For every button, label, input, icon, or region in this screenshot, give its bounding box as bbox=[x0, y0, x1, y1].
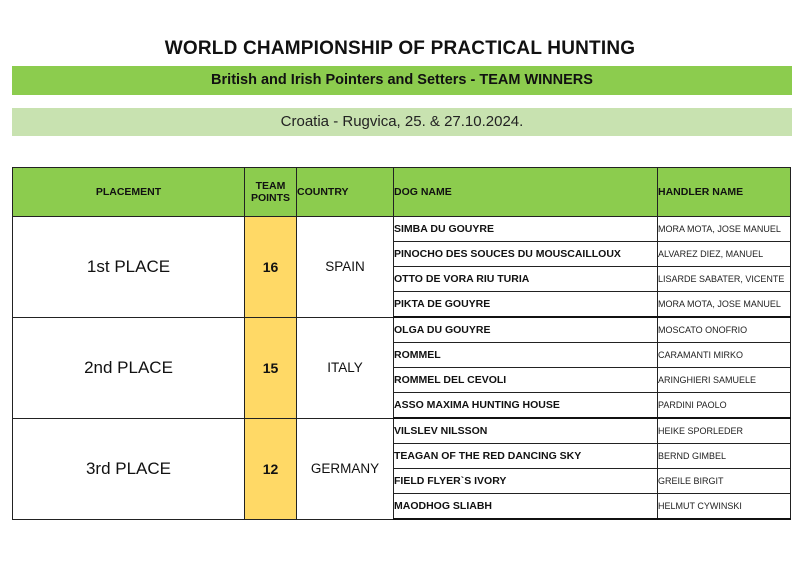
handler-name: GREILE BIRGIT bbox=[658, 469, 791, 494]
team-country: GERMANY bbox=[297, 418, 394, 519]
table-row bbox=[13, 217, 791, 242]
dog-name: VILSLEV NILSSON bbox=[394, 418, 658, 444]
dog-name: TEAGAN OF THE RED DANCING SKY bbox=[394, 444, 658, 469]
team-placement: 3rd PLACE bbox=[13, 418, 245, 519]
team-country: ITALY bbox=[297, 317, 394, 418]
header-team-points-line1: TEAM bbox=[255, 180, 286, 192]
dog-name: MAODHOG SLIABH bbox=[394, 494, 658, 520]
handler-name: HELMUT CYWINSKI bbox=[658, 494, 791, 520]
handler-name: BERND GIMBEL bbox=[658, 444, 791, 469]
dog-name: SIMBA DU GOUYRE bbox=[394, 217, 658, 242]
dog-name: FIELD FLYER`S IVORY bbox=[394, 469, 658, 494]
results-table bbox=[12, 167, 791, 520]
team-placement: 1st PLACE bbox=[13, 217, 245, 318]
handler-name: CARAMANTI MIRKO bbox=[658, 343, 791, 368]
team-points: 15 bbox=[245, 317, 297, 418]
handler-name: ALVAREZ DIEZ, MANUEL bbox=[658, 242, 791, 267]
team-placement: 2nd PLACE bbox=[13, 317, 245, 418]
handler-name: MORA MOTA, JOSE MANUEL bbox=[658, 217, 791, 242]
subtitle-banner: British and Irish Pointers and Setters - TEAM WINNERS bbox=[12, 66, 792, 95]
dog-name: ASSO MAXIMA HUNTING HOUSE bbox=[394, 393, 658, 419]
table-row bbox=[13, 317, 791, 343]
header-team-points-line2: POINTS bbox=[250, 192, 291, 204]
team-country: SPAIN bbox=[297, 217, 394, 318]
header-country: COUNTRY bbox=[297, 168, 394, 217]
table-row bbox=[13, 418, 791, 444]
dog-name: OLGA DU GOUYRE bbox=[394, 317, 658, 343]
handler-name: LISARDE SABATER, VICENTE bbox=[658, 267, 791, 292]
header-row bbox=[13, 168, 791, 217]
page-title: WORLD CHAMPIONSHIP OF PRACTICAL HUNTING bbox=[164, 38, 636, 59]
team-points: 16 bbox=[245, 217, 297, 318]
header-handler-name: HANDLER NAME bbox=[658, 168, 791, 217]
dog-name: PINOCHO DES SOUCES DU MOUSCAILLOUX bbox=[394, 242, 658, 267]
handler-name: MOSCATO ONOFRIO bbox=[658, 317, 791, 343]
handler-name: MORA MOTA, JOSE MANUEL bbox=[658, 292, 791, 318]
dog-name: ROMMEL DEL CEVOLI bbox=[394, 368, 658, 393]
handler-name: PARDINI PAOLO bbox=[658, 393, 791, 419]
dog-name: ROMMEL bbox=[394, 343, 658, 368]
dog-name: OTTO DE VORA RIU TURIA bbox=[394, 267, 658, 292]
team-points: 12 bbox=[245, 418, 297, 519]
header-placement: PLACEMENT bbox=[13, 168, 245, 217]
header-dog-name: DOG NAME bbox=[394, 168, 658, 217]
handler-name: ARINGHIERI SAMUELE bbox=[658, 368, 791, 393]
header-team-points bbox=[245, 168, 297, 217]
dog-name: PIKTA DE GOUYRE bbox=[394, 292, 658, 318]
location-banner: Croatia - Rugvica, 25. & 27.10.2024. bbox=[12, 108, 792, 136]
handler-name: HEIKE SPORLEDER bbox=[658, 418, 791, 444]
